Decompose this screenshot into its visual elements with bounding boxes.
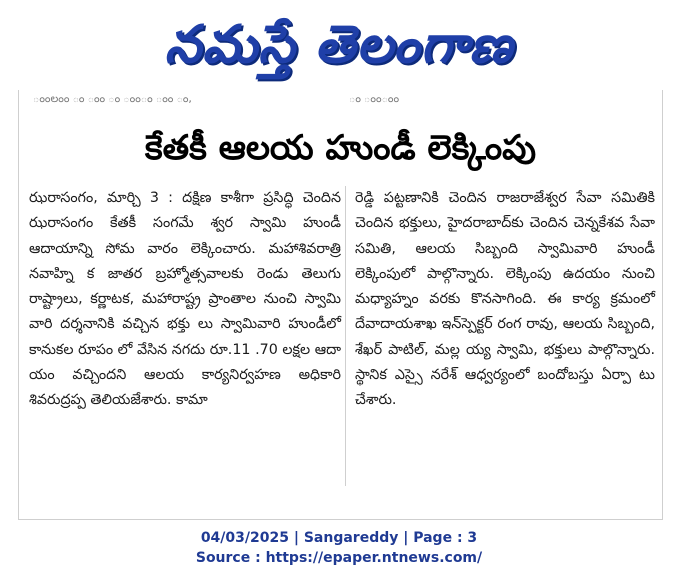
source-footer: [0, 528, 678, 568]
newspaper-masthead: [0, 6, 678, 84]
article-headline-block: [19, 114, 662, 186]
cutoff-previous-text: [19, 90, 662, 110]
footer-source-link[interactable]: Source : https://epaper.ntnews.com/: [195, 550, 483, 566]
column-divider: [345, 186, 346, 486]
masthead-title: నమస్తే తెలంగాణ: [164, 15, 514, 75]
cutoff-left-text: ంంలంం ం ంం ం ంంం ంం ం,: [33, 92, 192, 104]
article-headline: కేతకీ ఆలయ హుండీ లెక్కింపు: [144, 128, 537, 168]
cutoff-right-text: ం ంంంం: [349, 92, 400, 104]
article-right-column: రెడ్డి పట్టణానికి చెందిన రాజరాజేశ్వర సేవా సమితికి చెందిన భక్తులు, హైదరాబాద్‌కు చెందిన చెన్నకేశవ సేవా సమితి, ఆలయ సిబ్బంది స్వామివారి హుండీ లెక్కింపులో పాల్గొన్నారు. లెక్కింపు ఉదయం నుంచి మధ్యాహ్నం వరకు కొనసాగింది. ఈ కార్య క్రమంలో దేవాదాయశాఖ ఇన్‌స్పెక్టర్ రంగ రావు, ఆలయ సిబ్బంది, శేఖర్ పాటిల్, మల్ల య్య స్వామి, భక్తులు పాల్గొన్నారు. స్థానిక ఎస్సై నరేశ్ ఆధ్వర్యంలో బందోబస్తు ఏర్పా టు చేశారు.: [355, 190, 655, 409]
article-left-column: ఝరాసంగం, మార్చి 3 : దక్షిణ కాశీగా ప్రసిద్ధి చెందిన ఝరాసంగం కేతకీ సంగమే శ్వర స్వామి హుండీ ఆదాయాన్ని సోమ వారం లెక్కించారు. మహాశివరాత్రి నవాహ్ని క జాతర బ్రహ్మోత్సవాలకు రెండు తెలుగు రాష్ట్రాలు, కర్ణాటక, మహారాష్ట్ర ప్రాంతాల నుంచి స్వామి వారి దర్శనానికి వచ్చిన భక్తు లు స్వామివారి హుండీలో కానుకల రూపం లో వేసిన నగదు రూ.11 .70 లక్షల ఆదా యం వచ్చిందని ఆలయ కార్యనిర్వహణ అధికారి శివరుద్రప్ప తెలియజేశారు. కామా: [29, 190, 341, 409]
footer-date-edition-page: 04/03/2025 | Sangareddy | Page : 3: [200, 530, 478, 546]
article-clipping: [18, 90, 663, 520]
